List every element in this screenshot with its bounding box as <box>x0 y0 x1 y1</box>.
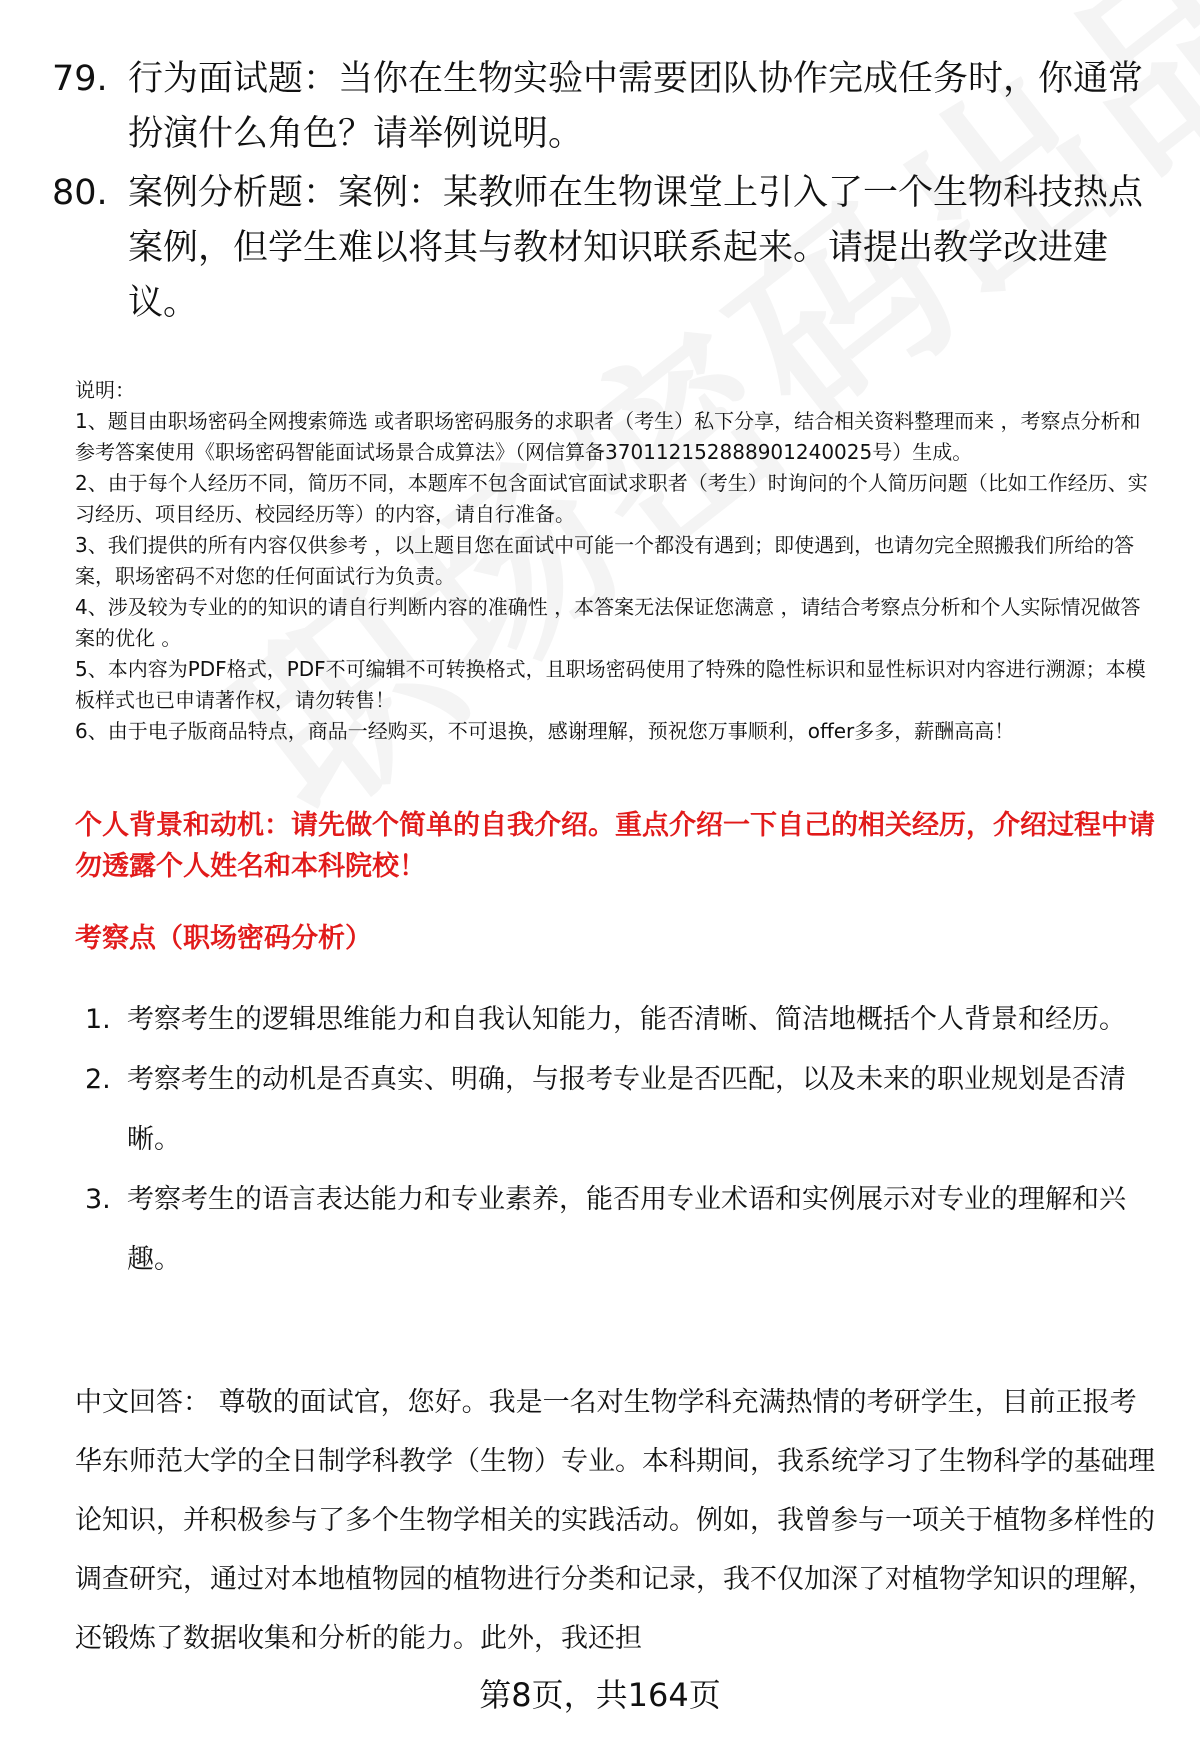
section-points-title: 考察点（职场密码分析） <box>75 923 372 954</box>
page-number: 第8页，共164页 <box>479 1676 721 1714</box>
list-item <box>85 990 1160 1050</box>
section-question: 个人背景和动机：请先做个简单的自我介绍。重点介绍一下自己的相关经历，介绍过程中请勿透露个人姓名和本科院校！ <box>75 810 1155 882</box>
point-number: 3. <box>85 1184 111 1215</box>
question-text: 行为面试题：当你在生物实验中需要团队协作完成任务时，你通常扮演什么角色？请举例说明。 <box>128 59 1144 154</box>
question-79 <box>52 52 1152 162</box>
points-list <box>85 990 1160 1290</box>
list-item <box>85 1050 1160 1170</box>
list-item <box>85 1170 1160 1290</box>
answer-text: 中文回答： 尊敬的面试官，您好。我是一名对生物学科充满热情的考研学生，目前正报考华东师范大学的全日制学科教学（生物）专业。本科期间，我系统学习了生物科学的基础理论知识，并积极参与了多个生物学相关的实践活动。例如，我曾参与一项关于植物多样性的调查研究，通过对本地植物园的植物进行分类和记录，我不仅加深了对植物学知识的理解，还锻炼了数据收集和分析的能力。此外，我还担 <box>75 1387 1155 1654</box>
notes-item: 1、题目由职场密码全网搜索筛选 或者职场密码服务的求职者（考生）私下分享，结合相关资料整理而来 ，考察点分析和参考答案使用《职场密码智能面试场景合成算法》（网信算备370112152888901240025号）生成。 <box>75 409 1141 464</box>
question-80 <box>52 166 1152 331</box>
question-number: 80. <box>52 173 108 213</box>
point-text: 考察考生的语言表达能力和专业素养，能否用专业术语和实例展示对专业的理解和兴趣。 <box>127 1184 1126 1275</box>
notes-item: 2、由于每个人经历不同，简历不同，本题库不包含面试官面试求职者（考生）时询问的个人简历问题（比如工作经历、实习经历、项目经历、校园经历等）的内容，请自行准备。 <box>75 471 1148 526</box>
point-number: 1. <box>85 1004 111 1035</box>
notes-item: 3、我们提供的所有内容仅供参考 ，以上题目您在面试中可能一个都没有遇到；即使遇到，也请勿完全照搬我们所给的答案，职场密码不对您的任何面试行为负责。 <box>75 533 1135 588</box>
point-text: 考察考生的动机是否真实、明确，与报考专业是否匹配，以及未来的职业规划是否清晰。 <box>127 1064 1126 1155</box>
point-text: 考察考生的逻辑思维能力和自我认知能力，能否清晰、简洁地概括个人背景和经历。 <box>127 1004 1126 1035</box>
point-number: 2. <box>85 1064 111 1095</box>
notes-item: 5、本内容为PDF格式，PDF不可编辑不可转换格式，且职场密码使用了特殊的隐性标识和显性标识对内容进行溯源；本模板样式也已申请著作权，请勿转售！ <box>75 657 1146 712</box>
question-number: 79. <box>52 59 108 99</box>
notes-item: 6、由于电子版商品特点，商品一经购买，不可退换，感谢理解，预祝您万事顺利，offer多多，薪酬高高！ <box>75 719 1015 743</box>
notes-item: 4、涉及较为专业的的知识的请自行判断内容的准确性 ，本答案无法保证您满意 ，请结合考察点分析和个人实际情况做答案的优化 。 <box>75 595 1141 650</box>
notes-block <box>75 375 1160 747</box>
notes-title: 说明： <box>75 378 135 402</box>
question-text: 案例分析题：案例：某教师在生物课堂上引入了一个生物科技热点案例，但学生难以将其与教材知识联系起来。请提出教学改进建议。 <box>128 173 1144 323</box>
